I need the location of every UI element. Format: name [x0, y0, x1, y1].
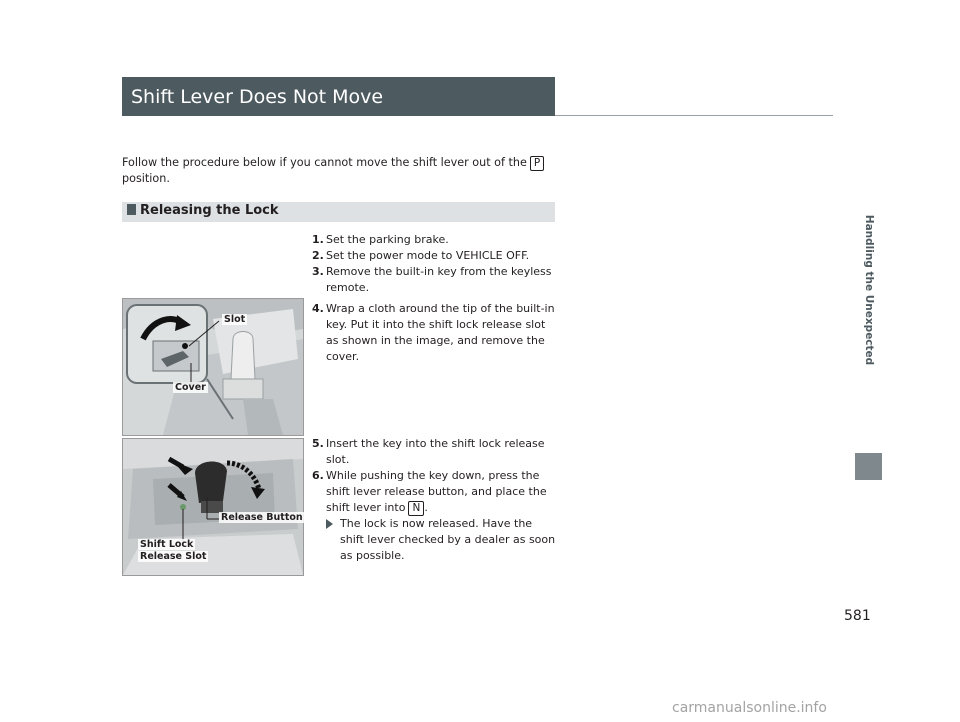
label-shift-lock-1: Shift Lock: [140, 539, 194, 550]
step-text: Wrap a cloth around the tip of the built-in key. Put it into the shift lock release slot as shown in the image, and remove the cover.: [326, 302, 555, 363]
section-title: Shift Lever Does Not Move: [131, 86, 384, 108]
subsection-title-text: Releasing the Lock: [140, 203, 279, 218]
intro-text: Follow the procedure below if you cannot move the shift lever out of the: [122, 156, 527, 169]
step-number: 2.: [312, 249, 324, 262]
side-tab-block: [855, 453, 882, 480]
step-item: [312, 301, 558, 365]
label-release-button: Release Button: [221, 512, 303, 523]
key-p-badge: P: [530, 156, 544, 171]
step-item: [312, 468, 558, 516]
steps-list-2: [312, 436, 558, 564]
step-number: 5.: [312, 437, 324, 450]
step-item: [312, 264, 558, 296]
intro-text-end: position.: [122, 172, 170, 185]
key-n-badge: N: [408, 501, 424, 516]
label-shift-lock-2: Release Slot: [140, 551, 207, 562]
step-text: Set the parking brake.: [326, 233, 449, 246]
figure-key-slot: [122, 298, 304, 436]
step-text: Insert the key into the shift lock release slot.: [326, 437, 545, 466]
step-text: While pushing the key down, press the shift lever release button, and place the shift lever into: [326, 469, 547, 514]
subsection-title: [127, 203, 279, 218]
arrow-right-icon: [326, 519, 333, 529]
step-number: 4.: [312, 302, 324, 315]
square-bullet-icon: [127, 204, 136, 215]
label-slot: Slot: [224, 314, 246, 325]
step-item: [312, 232, 558, 248]
step-text: Set the power mode to VEHICLE OFF.: [326, 249, 530, 262]
step-text-end: .: [424, 501, 428, 514]
step-number: 3.: [312, 265, 324, 278]
watermark: carmanualsonline.info: [672, 700, 827, 716]
note-text: The lock is now released. Have the shift lever checked by a dealer as soon as possible.: [340, 517, 556, 562]
side-tab-label: [862, 120, 876, 460]
step-number: 6.: [312, 469, 324, 482]
step-text: Remove the built-in key from the keyless remote.: [326, 265, 552, 294]
side-tab-text: Handling the Unexpected: [863, 214, 875, 366]
note-line: [312, 516, 558, 564]
figure-key-slot-illustration: [123, 299, 303, 435]
steps-list-1: [312, 232, 558, 365]
header-rule: [555, 115, 833, 116]
step-number: 1.: [312, 233, 324, 246]
label-cover: Cover: [175, 382, 206, 393]
step-item: [312, 248, 558, 264]
intro-paragraph: [122, 155, 552, 187]
page-number: 581: [844, 608, 871, 624]
step-item: [312, 436, 558, 468]
